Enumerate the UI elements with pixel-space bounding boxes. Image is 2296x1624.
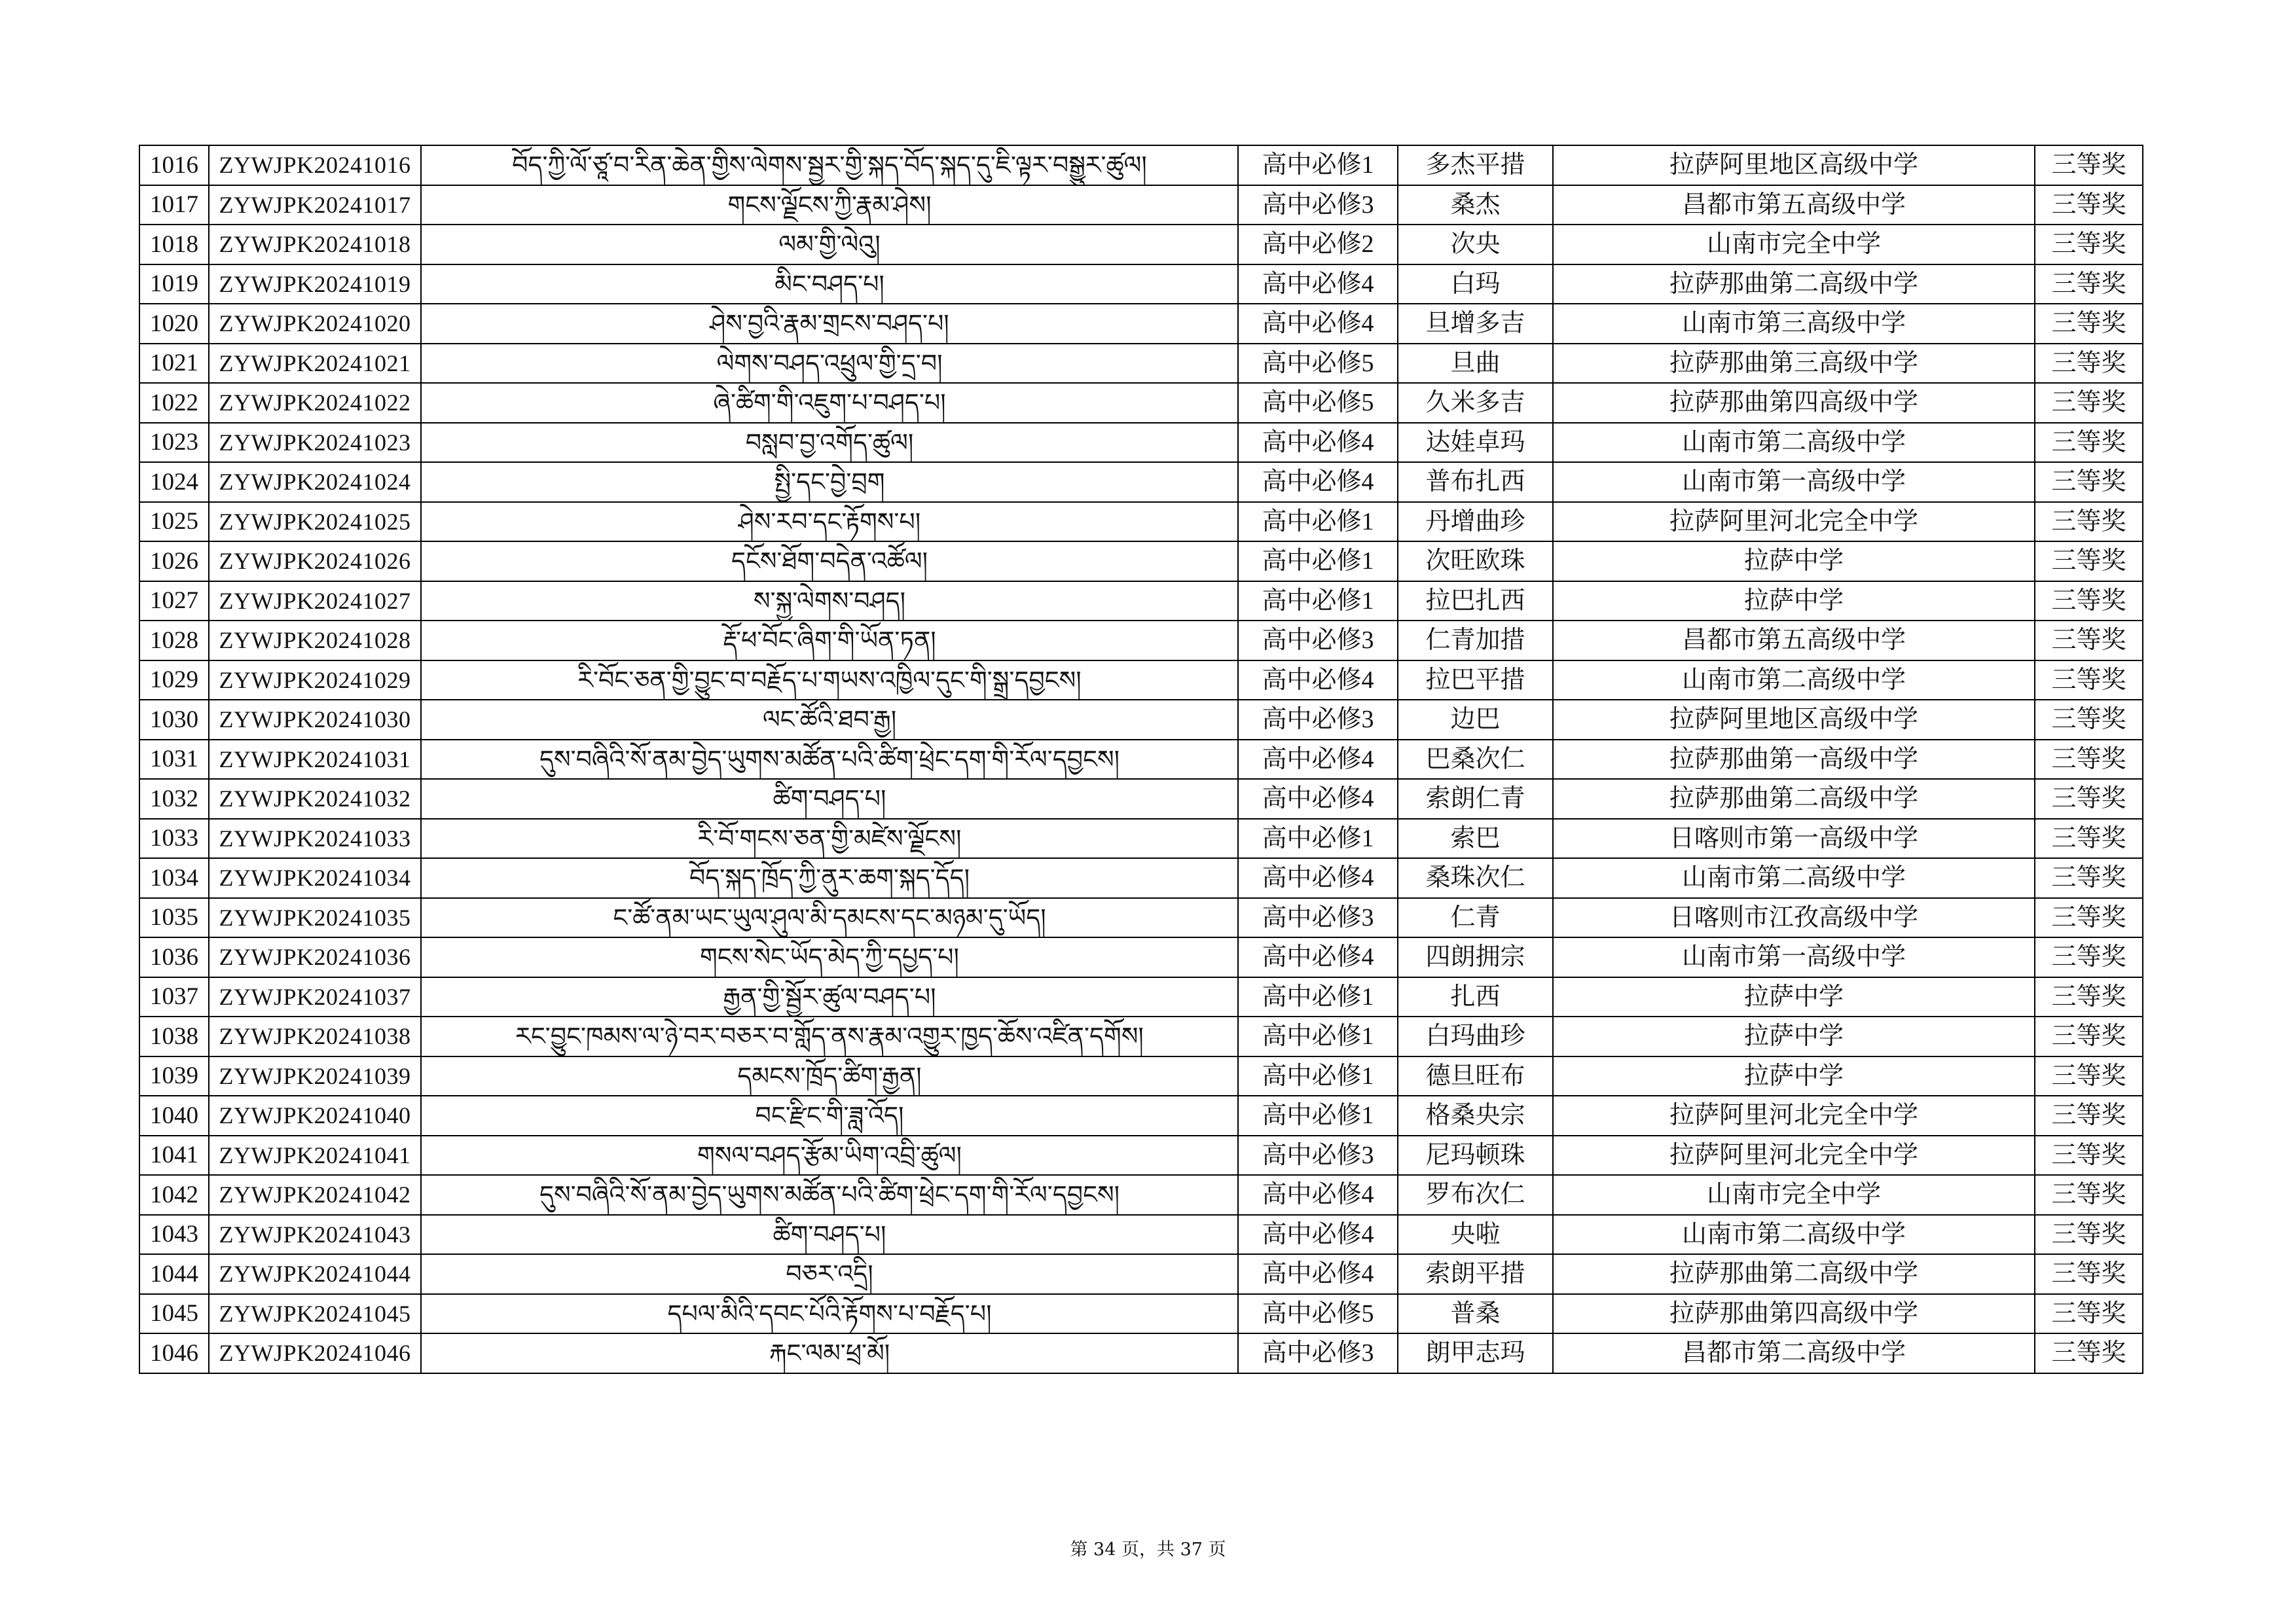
cell-title: མིང་བཤད་པ།: [421, 264, 1238, 304]
cell-school: 昌都市第五高级中学: [1553, 185, 2035, 225]
cell-code: ZYWJPK20241019: [209, 264, 421, 304]
cell-school: 山南市第二高级中学: [1553, 1215, 2035, 1255]
cell-title: ཚིག་བཤད་པ།: [421, 1215, 1238, 1255]
cell-title: ལེགས་བཤད་འཕྲུལ་གྱི་དྲ་བ།: [421, 344, 1238, 384]
cell-award: 三等奖: [2035, 779, 2143, 819]
table-row: [139, 225, 2143, 264]
cell-school: 拉萨阿里河北完全中学: [1553, 502, 2035, 542]
cell-code: ZYWJPK20241020: [209, 304, 421, 344]
cell-school: 拉萨中学: [1553, 581, 2035, 621]
cell-number: 1039: [139, 1056, 209, 1096]
cell-school: 拉萨那曲第二高级中学: [1553, 264, 2035, 304]
cell-course: 高中必修1: [1238, 977, 1398, 1017]
table-row: [139, 423, 2143, 463]
cell-school: 昌都市第五高级中学: [1553, 621, 2035, 660]
cell-title: དུས་བཞིའི་སོ་ནམ་བྱེད་ཡུགས་མཚོན་པའི་ཚིག་ཕྲེང་དག་གི་རོལ་དབྱངས།: [421, 1175, 1238, 1215]
cell-title: བསླབ་བྱ་འགོད་ཚུལ།: [421, 423, 1238, 463]
cell-course: 高中必修3: [1238, 898, 1398, 938]
cell-code: ZYWJPK20241031: [209, 740, 421, 780]
cell-course: 高中必修1: [1238, 1017, 1398, 1056]
cell-title: ལམ་གྱི་ལེའུ།: [421, 225, 1238, 264]
cell-award: 三等奖: [2035, 462, 2143, 502]
cell-author: 久米多吉: [1398, 383, 1553, 423]
cell-number: 1037: [139, 977, 209, 1017]
award-list-table: [139, 145, 2143, 1374]
cell-code: ZYWJPK20241025: [209, 502, 421, 542]
cell-number: 1018: [139, 225, 209, 264]
cell-title: དུས་བཞིའི་སོ་ནམ་བྱེད་ཡུགས་མཚོན་པའི་ཚིག་ཕྲེང་དག་གི་རོལ་དབྱངས།: [421, 740, 1238, 780]
cell-award: 三等奖: [2035, 145, 2143, 185]
cell-author: 白玛: [1398, 264, 1553, 304]
cell-author: 拉巴平措: [1398, 660, 1553, 700]
cell-title: རང་བྱུང་ཁམས་ལ་ཉེ་བར་བཅར་བ་གློད་ནས་རྣམ་འགྱུར་ཁྱད་ཆོས་འཛིན་དགོས།: [421, 1017, 1238, 1056]
cell-course: 高中必修3: [1238, 700, 1398, 740]
cell-course: 高中必修3: [1238, 1136, 1398, 1176]
cell-code: ZYWJPK20241028: [209, 621, 421, 660]
cell-course: 高中必修3: [1238, 1333, 1398, 1373]
cell-school: 山南市完全中学: [1553, 1175, 2035, 1215]
cell-title: རི་བོང་ཅན་གྱི་བྱུང་བ་བརྗོད་པ་གཡས་འཁྱིལ་དུང་གི་སྒྲ་དབྱངས།: [421, 660, 1238, 700]
cell-title: ཤེས་རབ་དང་རྟོགས་པ།: [421, 502, 1238, 542]
table-row: [139, 1254, 2143, 1294]
table-row: [139, 1056, 2143, 1096]
cell-school: 拉萨中学: [1553, 977, 2035, 1017]
table-body: [139, 145, 2143, 1373]
table-row: [139, 819, 2143, 859]
cell-author: 四朗拥宗: [1398, 937, 1553, 977]
cell-award: 三等奖: [2035, 304, 2143, 344]
cell-author: 旦增多吉: [1398, 304, 1553, 344]
cell-school: 山南市第三高级中学: [1553, 304, 2035, 344]
cell-code: ZYWJPK20241035: [209, 898, 421, 938]
cell-author: 索朗仁青: [1398, 779, 1553, 819]
cell-school: 山南市第二高级中学: [1553, 858, 2035, 898]
cell-title: བང་རྫིང་གི་ཟླ་འོད།: [421, 1096, 1238, 1136]
cell-award: 三等奖: [2035, 1056, 2143, 1096]
cell-author: 罗布次仁: [1398, 1175, 1553, 1215]
cell-title: རྡོ་ཕ་བོང་ཞིག་གི་ཡོན་ཏན།: [421, 621, 1238, 660]
table-row: [139, 185, 2143, 225]
cell-award: 三等奖: [2035, 423, 2143, 463]
cell-course: 高中必修4: [1238, 1254, 1398, 1294]
cell-award: 三等奖: [2035, 1175, 2143, 1215]
cell-code: ZYWJPK20241044: [209, 1254, 421, 1294]
cell-award: 三等奖: [2035, 1136, 2143, 1176]
table-row: [139, 977, 2143, 1017]
cell-course: 高中必修1: [1238, 145, 1398, 185]
cell-number: 1029: [139, 660, 209, 700]
cell-author: 索巴: [1398, 819, 1553, 859]
cell-author: 朗甲志玛: [1398, 1333, 1553, 1373]
cell-title: སྤྱི་དང་བྱེ་བྲག: [421, 462, 1238, 502]
cell-code: ZYWJPK20241023: [209, 423, 421, 463]
cell-school: 拉萨那曲第四高级中学: [1553, 1294, 2035, 1334]
cell-award: 三等奖: [2035, 898, 2143, 938]
cell-title: གངས་ལྗོངས་ཀྱི་རྣམ་ཤེས།: [421, 185, 1238, 225]
cell-author: 扎西: [1398, 977, 1553, 1017]
cell-code: ZYWJPK20241046: [209, 1333, 421, 1373]
table-row: [139, 1136, 2143, 1176]
cell-award: 三等奖: [2035, 858, 2143, 898]
cell-title: དཔལ་མིའི་དབང་པོའི་རྟོགས་པ་བརྗོད་པ།: [421, 1294, 1238, 1334]
cell-author: 德旦旺布: [1398, 1056, 1553, 1096]
cell-award: 三等奖: [2035, 541, 2143, 581]
cell-school: 拉萨那曲第四高级中学: [1553, 383, 2035, 423]
cell-title: ང་ཚོ་ནམ་ཡང་ཡུལ་ཤུལ་མི་དམངས་དང་མཉམ་དུ་ཡོད།: [421, 898, 1238, 938]
table-row: [139, 1017, 2143, 1056]
cell-course: 高中必修3: [1238, 621, 1398, 660]
cell-course: 高中必修4: [1238, 779, 1398, 819]
table-row: [139, 502, 2143, 542]
cell-author: 白玛曲珍: [1398, 1017, 1553, 1056]
cell-school: 日喀则市江孜高级中学: [1553, 898, 2035, 938]
table-row: [139, 621, 2143, 660]
cell-code: ZYWJPK20241018: [209, 225, 421, 264]
cell-school: 拉萨那曲第二高级中学: [1553, 779, 2035, 819]
cell-title: བོད་སྐད་ཁྲོད་ཀྱི་ནུར་ཆག་སྐད་དོད།: [421, 858, 1238, 898]
cell-code: ZYWJPK20241021: [209, 344, 421, 384]
cell-number: 1023: [139, 423, 209, 463]
cell-award: 三等奖: [2035, 937, 2143, 977]
cell-number: 1030: [139, 700, 209, 740]
cell-course: 高中必修4: [1238, 1175, 1398, 1215]
cell-code: ZYWJPK20241033: [209, 819, 421, 859]
cell-course: 高中必修4: [1238, 423, 1398, 463]
table-row: [139, 581, 2143, 621]
cell-number: 1016: [139, 145, 209, 185]
cell-course: 高中必修1: [1238, 502, 1398, 542]
cell-number: 1044: [139, 1254, 209, 1294]
cell-school: 山南市第二高级中学: [1553, 660, 2035, 700]
cell-award: 三等奖: [2035, 621, 2143, 660]
cell-code: ZYWJPK20241027: [209, 581, 421, 621]
cell-title: ས་སྐྱ་ལེགས་བཤད།: [421, 581, 1238, 621]
cell-title: བོད་ཀྱི་ལོ་ཙཱ་བ་རིན་ཆེན་གྱིས་ལེགས་སྦྱར་གྱི་སྐད་བོད་སྐད་དུ་ཇི་ལྟར་བསྒྱུར་ཚུལ།: [421, 145, 1238, 185]
table-row: [139, 541, 2143, 581]
table-row: [139, 383, 2143, 423]
cell-number: 1040: [139, 1096, 209, 1136]
cell-author: 仁青加措: [1398, 621, 1553, 660]
cell-course: 高中必修4: [1238, 1215, 1398, 1255]
cell-code: ZYWJPK20241036: [209, 937, 421, 977]
table-row: [139, 740, 2143, 780]
table-row: [139, 1294, 2143, 1334]
cell-school: 拉萨中学: [1553, 1056, 2035, 1096]
cell-course: 高中必修1: [1238, 581, 1398, 621]
cell-author: 拉巴扎西: [1398, 581, 1553, 621]
cell-school: 日喀则市第一高级中学: [1553, 819, 2035, 859]
cell-code: ZYWJPK20241043: [209, 1215, 421, 1255]
cell-number: 1028: [139, 621, 209, 660]
cell-number: 1021: [139, 344, 209, 384]
cell-number: 1019: [139, 264, 209, 304]
cell-school: 山南市第二高级中学: [1553, 423, 2035, 463]
table-row: [139, 1175, 2143, 1215]
cell-number: 1035: [139, 898, 209, 938]
table-row: [139, 264, 2143, 304]
table-row: [139, 1096, 2143, 1136]
cell-course: 高中必修4: [1238, 462, 1398, 502]
cell-school: 昌都市第二高级中学: [1553, 1333, 2035, 1373]
cell-school: 山南市第一高级中学: [1553, 462, 2035, 502]
cell-title: ཤེས་བྱའི་རྣམ་གྲངས་བཤད་པ།: [421, 304, 1238, 344]
cell-title: ཚིག་བཤད་པ།: [421, 779, 1238, 819]
cell-author: 旦曲: [1398, 344, 1553, 384]
cell-award: 三等奖: [2035, 660, 2143, 700]
cell-author: 多杰平措: [1398, 145, 1553, 185]
cell-author: 普布扎西: [1398, 462, 1553, 502]
table-row: [139, 344, 2143, 384]
cell-award: 三等奖: [2035, 264, 2143, 304]
cell-course: 高中必修1: [1238, 1056, 1398, 1096]
cell-title: རྒྱན་གྱི་སྦྱོར་ཚུལ་བཤད་པ།: [421, 977, 1238, 1017]
cell-author: 央啦: [1398, 1215, 1553, 1255]
table-row: [139, 145, 2143, 185]
cell-number: 1038: [139, 1017, 209, 1056]
cell-award: 三等奖: [2035, 344, 2143, 384]
cell-course: 高中必修4: [1238, 264, 1398, 304]
table-row: [139, 779, 2143, 819]
cell-award: 三等奖: [2035, 1215, 2143, 1255]
cell-author: 仁青: [1398, 898, 1553, 938]
cell-author: 索朗平措: [1398, 1254, 1553, 1294]
cell-course: 高中必修4: [1238, 858, 1398, 898]
cell-code: ZYWJPK20241030: [209, 700, 421, 740]
cell-number: 1042: [139, 1175, 209, 1215]
cell-course: 高中必修4: [1238, 740, 1398, 780]
cell-course: 高中必修3: [1238, 185, 1398, 225]
cell-author: 丹增曲珍: [1398, 502, 1553, 542]
cell-code: ZYWJPK20241038: [209, 1017, 421, 1056]
cell-award: 三等奖: [2035, 819, 2143, 859]
table-row: [139, 462, 2143, 502]
cell-award: 三等奖: [2035, 700, 2143, 740]
cell-course: 高中必修4: [1238, 937, 1398, 977]
cell-title: དམངས་ཁྲོད་ཚིག་རྒྱན།: [421, 1056, 1238, 1096]
cell-award: 三等奖: [2035, 1017, 2143, 1056]
cell-number: 1045: [139, 1294, 209, 1334]
cell-code: ZYWJPK20241037: [209, 977, 421, 1017]
cell-title: བཅར་འདྲི།: [421, 1254, 1238, 1294]
cell-title: དངོས་ཐོག་བདེན་འཚོལ།: [421, 541, 1238, 581]
cell-course: 高中必修2: [1238, 225, 1398, 264]
cell-school: 山南市完全中学: [1553, 225, 2035, 264]
cell-author: 桑珠次仁: [1398, 858, 1553, 898]
cell-course: 高中必修4: [1238, 304, 1398, 344]
cell-code: ZYWJPK20241032: [209, 779, 421, 819]
cell-code: ZYWJPK20241017: [209, 185, 421, 225]
cell-title: གངས་སེང་ཡོད་མེད་ཀྱི་དཔྱད་པ།: [421, 937, 1238, 977]
cell-code: ZYWJPK20241041: [209, 1136, 421, 1176]
cell-author: 普桑: [1398, 1294, 1553, 1334]
cell-course: 高中必修4: [1238, 660, 1398, 700]
cell-school: 拉萨中学: [1553, 541, 2035, 581]
cell-author: 次央: [1398, 225, 1553, 264]
cell-school: 拉萨那曲第一高级中学: [1553, 740, 2035, 780]
cell-author: 桑杰: [1398, 185, 1553, 225]
cell-code: ZYWJPK20241016: [209, 145, 421, 185]
cell-title: རི་བོ་གངས་ཅན་གྱི་མཛེས་ལྗོངས།: [421, 819, 1238, 859]
cell-course: 高中必修5: [1238, 1294, 1398, 1334]
cell-number: 1022: [139, 383, 209, 423]
cell-school: 拉萨中学: [1553, 1017, 2035, 1056]
cell-code: ZYWJPK20241022: [209, 383, 421, 423]
cell-number: 1043: [139, 1215, 209, 1255]
cell-number: 1024: [139, 462, 209, 502]
cell-school: 拉萨那曲第二高级中学: [1553, 1254, 2035, 1294]
cell-number: 1017: [139, 185, 209, 225]
cell-code: ZYWJPK20241042: [209, 1175, 421, 1215]
cell-author: 达娃卓玛: [1398, 423, 1553, 463]
cell-school: 拉萨阿里地区高级中学: [1553, 145, 2035, 185]
table-row: [139, 937, 2143, 977]
cell-award: 三等奖: [2035, 225, 2143, 264]
cell-code: ZYWJPK20241034: [209, 858, 421, 898]
cell-award: 三等奖: [2035, 581, 2143, 621]
cell-number: 1025: [139, 502, 209, 542]
cell-number: 1033: [139, 819, 209, 859]
cell-award: 三等奖: [2035, 1254, 2143, 1294]
table-row: [139, 660, 2143, 700]
cell-award: 三等奖: [2035, 185, 2143, 225]
cell-award: 三等奖: [2035, 1096, 2143, 1136]
cell-code: ZYWJPK20241045: [209, 1294, 421, 1334]
cell-award: 三等奖: [2035, 383, 2143, 423]
cell-award: 三等奖: [2035, 502, 2143, 542]
cell-number: 1032: [139, 779, 209, 819]
cell-author: 巴桑次仁: [1398, 740, 1553, 780]
cell-number: 1020: [139, 304, 209, 344]
cell-code: ZYWJPK20241039: [209, 1056, 421, 1096]
cell-school: 拉萨那曲第三高级中学: [1553, 344, 2035, 384]
page-number-footer: 第 34 页，共 37 页: [1070, 1540, 1226, 1560]
cell-author: 边巴: [1398, 700, 1553, 740]
table-row: [139, 858, 2143, 898]
table-row: [139, 700, 2143, 740]
cell-author: 尼玛顿珠: [1398, 1136, 1553, 1176]
cell-school: 拉萨阿里河北完全中学: [1553, 1096, 2035, 1136]
cell-code: ZYWJPK20241029: [209, 660, 421, 700]
cell-title: ལང་ཚོའི་ཐབ་རྒྱ།: [421, 700, 1238, 740]
cell-title: གསལ་བཤད་རྩོམ་ཡིག་འབྲི་ཚུལ།: [421, 1136, 1238, 1176]
cell-award: 三等奖: [2035, 1333, 2143, 1373]
cell-award: 三等奖: [2035, 1294, 2143, 1334]
cell-award: 三等奖: [2035, 740, 2143, 780]
cell-course: 高中必修1: [1238, 819, 1398, 859]
cell-school: 拉萨阿里地区高级中学: [1553, 700, 2035, 740]
cell-course: 高中必修1: [1238, 541, 1398, 581]
table-row: [139, 1215, 2143, 1255]
cell-school: 拉萨阿里河北完全中学: [1553, 1136, 2035, 1176]
cell-author: 格桑央宗: [1398, 1096, 1553, 1136]
cell-number: 1036: [139, 937, 209, 977]
cell-number: 1026: [139, 541, 209, 581]
cell-code: ZYWJPK20241026: [209, 541, 421, 581]
table-row: [139, 304, 2143, 344]
cell-school: 山南市第一高级中学: [1553, 937, 2035, 977]
cell-number: 1034: [139, 858, 209, 898]
table-row: [139, 1333, 2143, 1373]
cell-number: 1027: [139, 581, 209, 621]
cell-code: ZYWJPK20241024: [209, 462, 421, 502]
cell-number: 1046: [139, 1333, 209, 1373]
cell-number: 1031: [139, 740, 209, 780]
cell-author: 次旺欧珠: [1398, 541, 1553, 581]
cell-course: 高中必修1: [1238, 1096, 1398, 1136]
cell-award: 三等奖: [2035, 977, 2143, 1017]
table-row: [139, 898, 2143, 938]
cell-course: 高中必修5: [1238, 344, 1398, 384]
cell-course: 高中必修5: [1238, 383, 1398, 423]
cell-title: རྐང་ལམ་ཕྲ་མོ།: [421, 1333, 1238, 1373]
cell-number: 1041: [139, 1136, 209, 1176]
cell-code: ZYWJPK20241040: [209, 1096, 421, 1136]
cell-title: ཞེ་ཚིག་གི་འཇུག་པ་བཤད་པ།: [421, 383, 1238, 423]
